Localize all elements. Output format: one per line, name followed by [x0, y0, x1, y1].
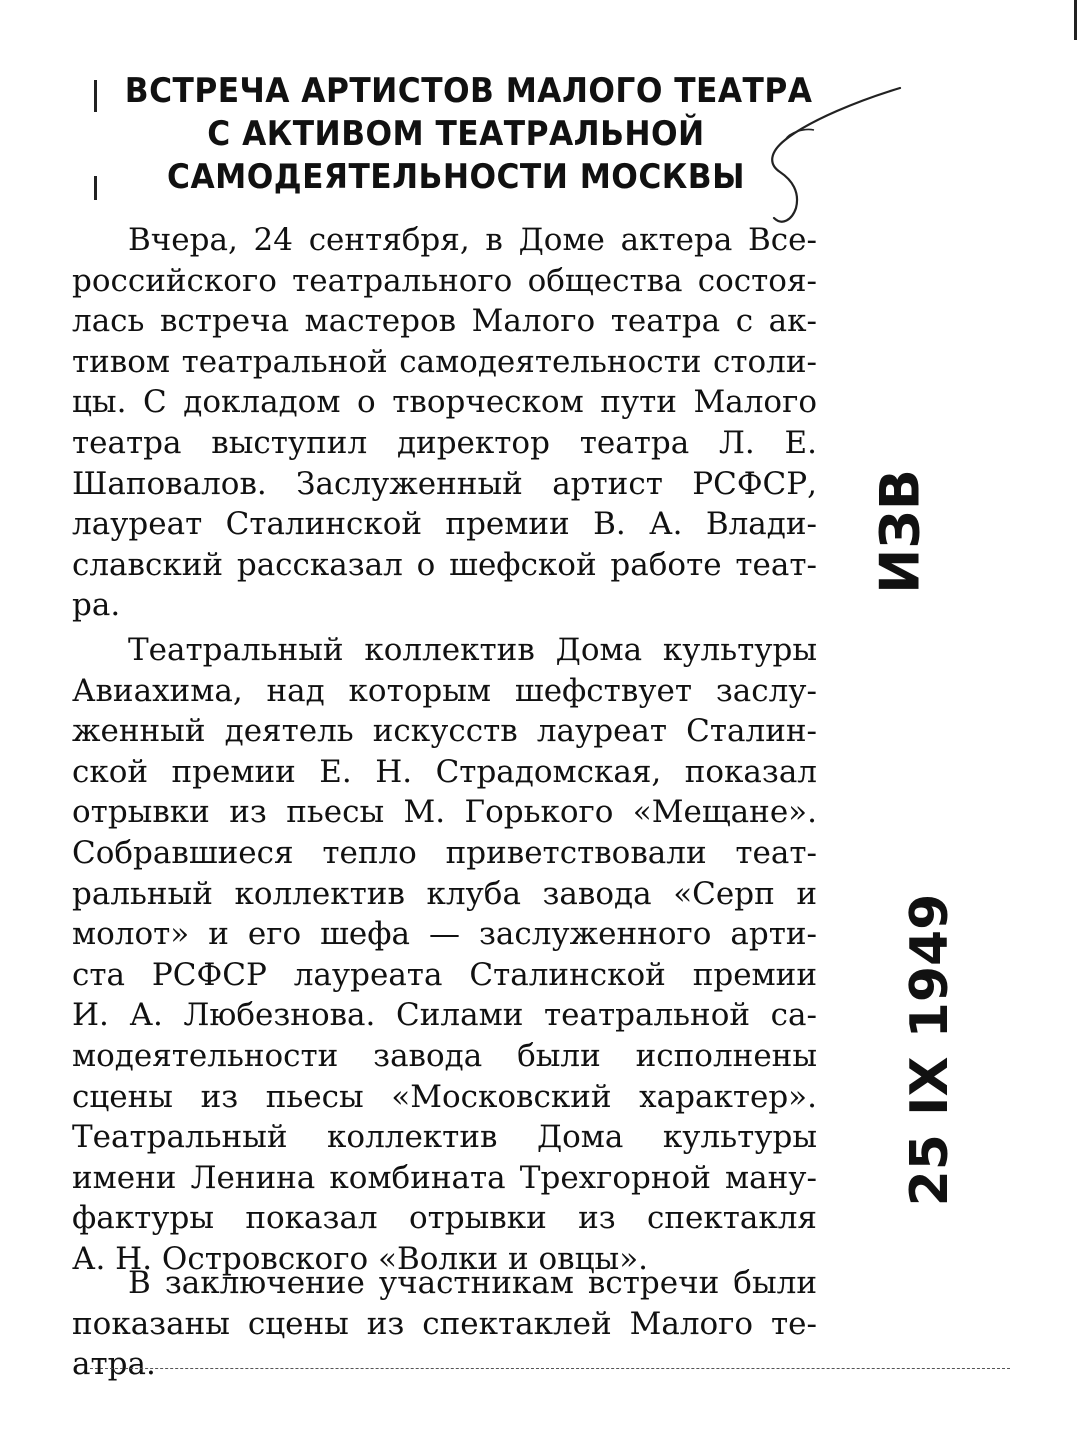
clipping-left-edge-mark [94, 176, 97, 200]
headline-line: ВСТРЕЧА АРТИСТОВ МАЛОГО ТЕАТРА [124, 71, 813, 111]
text-line: показаны сцены из спектаклей Малого те- [72, 1305, 817, 1342]
text-line: женный деятель искусств лауреат Сталин- [72, 713, 817, 750]
article-paragraph [72, 220, 817, 626]
text-line: Шаповалов. Заслуженный артист РСФСР, [72, 465, 817, 502]
text-line: молот» и его шефа — заслуженного арти- [72, 916, 817, 953]
text-line: имени Ленина комбината Трехгорной ману- [72, 1159, 817, 1196]
text-line: Собравшиеся тепло приветствовали теат- [72, 834, 817, 871]
text-line: тивом театральной самодеятельности столи- [72, 343, 817, 380]
text-line: Авиахима, над которым шефствует заслу- [72, 672, 817, 709]
text-line: лауреат Сталинской премии В. А. Влади- [72, 506, 817, 543]
handwritten-signature [730, 80, 910, 240]
text-line: Театральный коллектив Дома культуры [72, 1119, 817, 1156]
text-line: ста РСФСР лауреата Сталинской премии [72, 956, 817, 993]
text-line: ра. [72, 587, 121, 624]
text-line: сцены из пьесы «Московский характер». [72, 1078, 817, 1115]
article-headline [124, 70, 813, 199]
clipping-left-edge-mark [94, 80, 97, 112]
text-line: лась встреча мастеров Малого театра с ак- [72, 303, 817, 340]
headline-line: С АКТИВОМ ТЕАТРАЛЬНОЙ [207, 114, 705, 154]
text-line: атра. [72, 1346, 156, 1383]
text-line: А. Н. Островского «Волки и овцы». [72, 1240, 649, 1277]
date-stamp: 25 IX 1949 [900, 893, 960, 1207]
headline-line: САМОДЕЯТЕЛЬНОСТИ МОСКВЫ [167, 157, 745, 197]
text-line: российского театрального общества состоя- [72, 262, 817, 299]
text-line: отрывки из пьесы М. Горького «Мещане». [72, 794, 817, 831]
text-line: Театральный коллектив Дома культуры [128, 632, 817, 668]
text-line: фактуры показал отрывки из спектакля [72, 1200, 817, 1237]
clipping-bottom-edge [90, 1368, 1010, 1369]
text-line: модеятельности завода были исполнены [72, 1037, 817, 1074]
text-line: ской премии Е. Н. Страдомская, показал [72, 753, 817, 790]
text-line: ральный коллектив клуба завода «Серп и [72, 875, 817, 912]
text-line: В заключение участникам встречи были [128, 1265, 817, 1301]
article-paragraph [72, 630, 817, 1280]
text-line: цы. С докладом о творческом пути Малого [72, 384, 817, 421]
text-line: театра выступил директор театра Л. Е. [72, 424, 817, 461]
text-line: славский рассказал о шефской работе теат- [72, 546, 817, 583]
article-paragraph [72, 1263, 817, 1385]
text-line: Вчера, 24 сентября, в Доме актера Все- [128, 222, 817, 258]
text-line: И. А. Любезнова. Силами театральной са- [72, 997, 817, 1034]
scan-edge-mark [1074, 0, 1077, 40]
paper-stamp: ИЗВ [868, 469, 932, 594]
